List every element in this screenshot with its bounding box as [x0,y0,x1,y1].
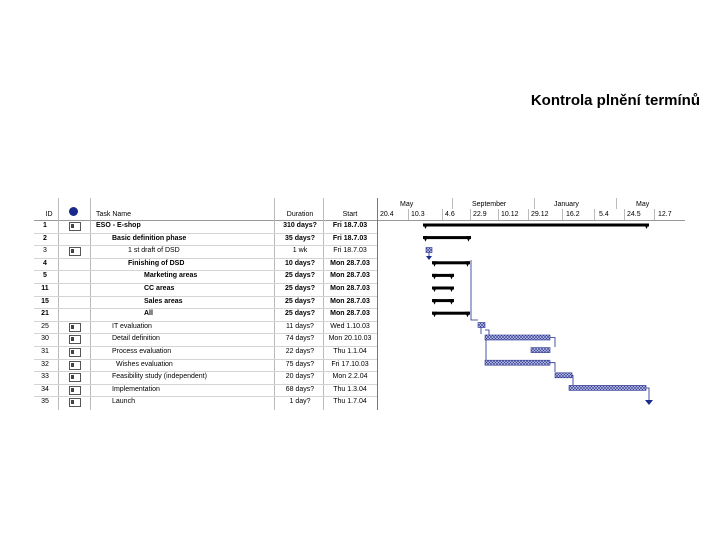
task-name: Detail definition [112,335,160,343]
task-start: Fri 18.7.03 [332,234,368,242]
task-id: 30 [41,335,49,343]
task-icon [69,398,81,407]
task-duration: 1 day? [289,398,311,406]
table-row[interactable] [34,283,377,297]
week-label: 4.6 [445,211,455,218]
header-start[interactable]: Start [342,211,358,218]
task-name: Implementation [112,385,160,393]
task-start: Mon 28.7.03 [330,285,370,292]
task-start: Mon 28.7.03 [330,310,370,318]
task-duration: 11 days? [286,322,314,330]
task-bar-first-draft[interactable] [426,248,432,261]
task-name: Launch [112,398,135,406]
task-id: 4 [43,259,47,267]
task-duration: 35 days? [285,234,315,242]
task-duration: 25 days? [285,297,315,305]
month-label: May [400,201,414,208]
task-id: 2 [43,234,47,242]
task-id: 34 [41,385,49,393]
task-duration: 10 days? [285,259,315,267]
header-duration[interactable]: Duration [286,211,314,218]
task-icon [69,373,81,382]
task-name: ESO - E-shop [96,222,141,229]
indicator-person-icon [69,207,78,216]
summary-bar-all[interactable] [432,312,470,318]
task-id: 5 [43,272,47,280]
task-name: Wishes evaluation [116,360,173,368]
task-name: CC areas [144,285,175,292]
task-icon [69,247,81,256]
week-label: 22.9 [473,211,487,218]
task-start: Wed 1.10.03 [330,322,370,330]
week-label: 29.12 [531,211,549,218]
week-label: 24.5 [627,211,641,218]
table-row[interactable] [34,296,377,310]
table-row[interactable] [34,233,377,247]
task-name: IT evaluation [112,322,152,330]
gantt-view [34,198,685,410]
header-task-name[interactable]: Task Name [96,211,132,218]
week-label: 10.3 [411,211,425,218]
dependency-link [486,340,489,363]
task-duration: 20 days? [285,373,315,381]
task-bar-wishes-evaluation[interactable] [485,360,555,372]
week-label: 10.12 [501,211,519,218]
task-id: 35 [41,398,49,406]
month-label: May [636,201,650,208]
task-name: Process evaluation [112,348,172,355]
task-id: 1 [43,222,47,229]
task-bar-it-evaluation[interactable] [478,323,485,335]
task-id: 3 [43,247,47,255]
task-duration: 25 days? [285,310,315,318]
task-start: Fri 18.7.03 [332,222,368,229]
summary-bar-marketing[interactable] [432,274,454,280]
month-label: January [554,201,579,208]
task-name: Finishing of DSD [128,259,185,267]
task-name: Sales areas [144,297,183,305]
notes-icon [69,222,81,231]
summary-bar-cc[interactable] [432,287,454,293]
header-id[interactable]: ID [45,211,53,218]
table-row[interactable] [34,359,377,373]
task-id: 33 [41,373,49,381]
task-duration: 310 days? [283,222,317,229]
task-duration: 68 days? [285,385,315,393]
task-icon [69,361,81,370]
task-start: Mon 20.10.03 [328,335,372,343]
task-duration: 75 days? [285,360,315,368]
task-start: Mon 28.7.03 [330,259,370,267]
task-icon [69,386,81,395]
task-duration: 1 wk [292,247,308,255]
task-bar-process-evaluation[interactable] [531,348,550,353]
table-row[interactable] [34,270,377,284]
table-row[interactable] [34,245,377,259]
task-bar-feasibility-study[interactable] [555,373,573,385]
task-icon [69,323,81,332]
table-row[interactable] [34,384,377,398]
task-name: Basic definition phase [112,234,187,242]
task-name: Feasibility study (independent) [112,373,207,381]
table-row[interactable] [34,258,377,272]
milestone-launch[interactable] [645,400,653,405]
week-label: 20.4 [380,211,394,218]
task-duration: 25 days? [285,272,315,280]
gantt-header [34,198,685,221]
week-label: 12.7 [658,211,672,218]
task-duration: 22 days? [285,348,315,355]
task-name: 1 st draft of DSD [128,247,180,255]
table-row[interactable] [34,220,377,234]
task-id: 31 [41,348,49,355]
task-start: Mon 2.2.04 [332,373,368,381]
table-row[interactable] [34,346,377,360]
task-start: Thu 1.1.04 [333,348,367,355]
task-id: 25 [41,322,49,330]
table-row[interactable] [34,371,377,385]
dependency-link [471,260,478,320]
task-bar-implementation[interactable] [569,385,649,402]
task-start: Fri 18.7.03 [333,247,367,255]
task-start: Mon 28.7.03 [330,272,370,280]
gantt-chart [377,220,685,410]
task-id: 15 [41,297,49,305]
task-id: 21 [41,310,49,318]
task-start: Mon 28.7.03 [330,297,370,305]
summary-bar-eso[interactable] [423,224,649,230]
task-duration: 74 days? [285,335,315,343]
task-start: Fri 17.10.03 [331,360,369,368]
slide-title: Kontrola plnění termínů [530,92,700,109]
summary-bar-basic-definition[interactable] [423,236,471,242]
month-label: September [472,201,507,208]
table-row[interactable] [34,396,377,409]
summary-bar-sales[interactable] [432,299,454,305]
week-label: 16.2 [566,211,580,218]
task-bar-detail-definition[interactable] [485,335,555,347]
table-row[interactable] [34,321,377,335]
task-icon [69,348,81,357]
task-duration: 25 days? [285,285,315,292]
task-start: Thu 1.3.04 [333,385,367,393]
task-id: 11 [41,285,49,292]
task-start: Thu 1.7.04 [333,398,367,406]
summary-bar-finishing-dsd[interactable] [432,261,470,267]
task-id: 32 [41,360,49,368]
week-label: 5.4 [599,211,609,218]
task-icon [69,335,81,344]
task-name: Marketing areas [144,272,198,280]
table-row[interactable] [34,333,377,347]
table-row[interactable] [34,308,377,322]
task-name: All [144,310,153,318]
